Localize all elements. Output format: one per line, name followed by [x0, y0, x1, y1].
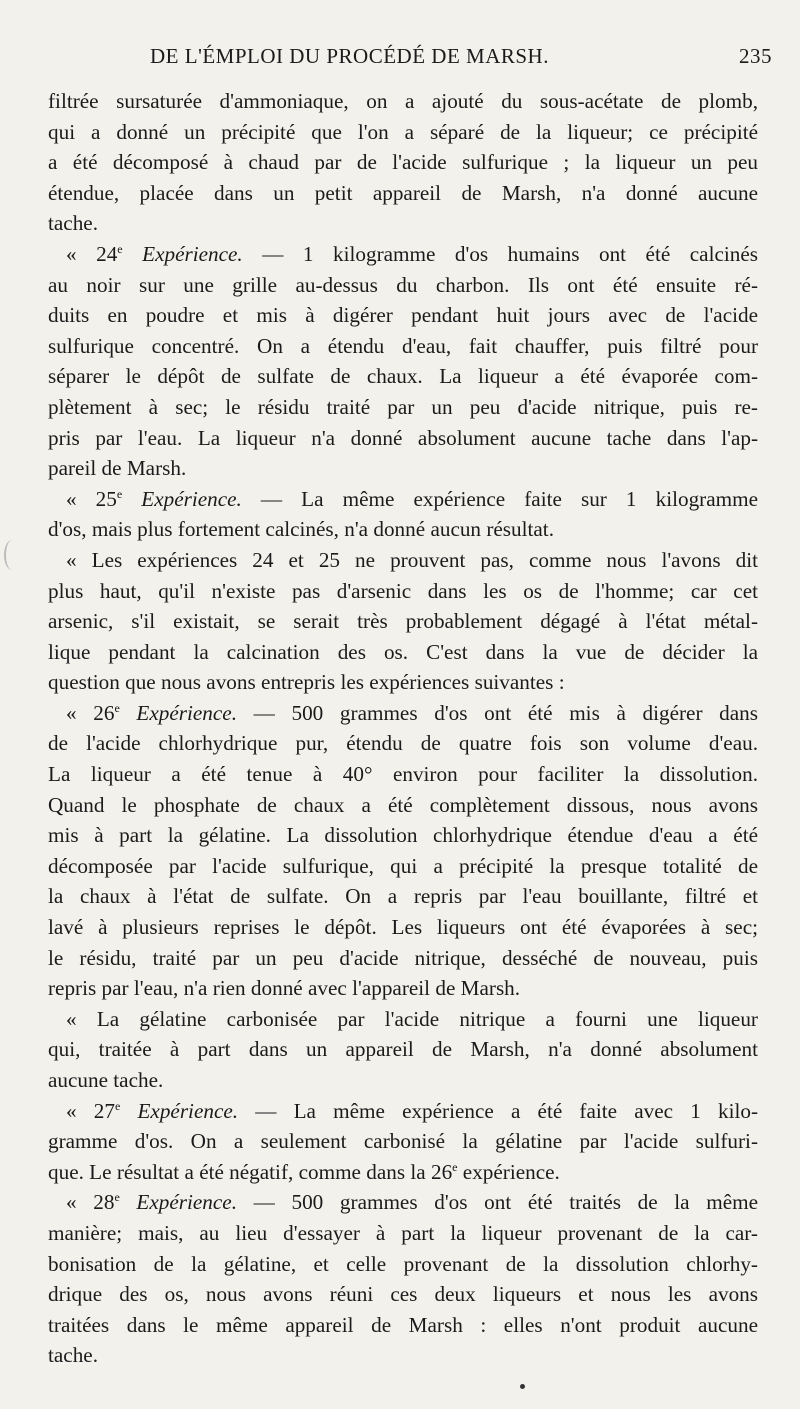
text-line	[48, 484, 758, 515]
line-lead: « 24	[66, 241, 118, 266]
ordinal-superscript: e	[114, 700, 120, 715]
text-line: duits en poudre et mis à digérer pendant huit jours avec de l'acide	[48, 303, 758, 328]
text-line: question que nous avons entrepris les expériences suivantes :	[48, 670, 565, 695]
text-line: tache.	[48, 211, 98, 236]
text-line: d'os, mais plus fortement calcinés, n'a donné aucun résultat.	[48, 517, 554, 542]
ordinal-superscript: e	[116, 486, 123, 501]
page-number: 235	[739, 44, 772, 68]
line-rest: — 500 grammes d'os ont été mis à digérer dans	[237, 700, 758, 725]
experience-label: Expérience.	[119, 700, 237, 725]
text-line: La liqueur a été tenue à 40° environ pour faciliter la dissolution.	[48, 762, 758, 787]
text-line: lavé à plusieurs reprises le dépôt. Les liqueurs ont été évaporées à sec;	[48, 915, 758, 940]
text-line: arsenic, s'il existait, se serait très probablement dégagé à l'état métal-	[48, 609, 758, 634]
text-line	[48, 239, 758, 270]
text-line: gramme d'os. On a seulement carbonisé la gélatine par l'acide sulfuri-	[48, 1129, 758, 1154]
text-line: a été décomposé à chaud par de l'acide sulfurique ; la liqueur un peu	[48, 150, 758, 175]
text-line: de l'acide chlorhydrique pur, étendu de quatre fois son volume d'eau.	[48, 731, 758, 756]
text-line: qui, traitée à part dans un appareil de Marsh, n'a donné absolument	[48, 1037, 758, 1062]
line-lead: « 26	[66, 700, 115, 725]
text-line: « La gélatine carbonisée par l'acide nitrique a fourni une liqueur	[66, 1006, 758, 1031]
text-line: plus haut, qu'il n'existe pas d'arsenic dans les os de l'homme; car cet	[48, 578, 758, 603]
line-lead: « 25	[66, 486, 117, 511]
text-line: mis à part la gélatine. La dissolution chlorhydrique étendue d'eau a été	[48, 823, 758, 848]
text-line: manière; mais, au lieu d'essayer à part la liqueur provenant de la car-	[48, 1220, 758, 1245]
line-rest: — La même expérience faite sur 1 kilogramme	[241, 486, 758, 511]
text-line: filtrée sursaturée d'ammoniaque, on a ajouté du sous-acétate de plomb,	[48, 89, 758, 113]
margin-mark	[4, 540, 20, 570]
text-line: pris par l'eau. La liqueur n'a donné absolument aucune tache dans l'ap-	[48, 425, 758, 450]
ink-dot	[520, 1384, 525, 1389]
page-header	[48, 44, 772, 74]
text-line: au noir sur une grille au-dessus du charbon. Ils ont été ensuite ré-	[48, 272, 758, 297]
text-line	[48, 1157, 758, 1188]
line-lead: « 28	[66, 1190, 115, 1215]
line-rest: expérience.	[457, 1159, 560, 1184]
text-line: bonisation de la gélatine, et celle provenant de la dissolution chlorhy-	[48, 1251, 758, 1276]
line-lead: « 27	[66, 1098, 115, 1123]
experience-label: Expérience.	[122, 241, 243, 266]
text-line	[48, 1187, 758, 1218]
experience-label: Expérience.	[122, 486, 242, 511]
text-line: qui a donné un précipité que l'on a séparé de la liqueur; ce précipité	[48, 119, 758, 144]
text-line: sulfurique concentré. On a étendu d'eau, fait chauffer, puis filtré pour	[48, 333, 758, 358]
text-line: repris par l'eau, n'a rien donné avec l'appareil de Marsh.	[48, 976, 521, 1001]
experience-label: Expérience.	[119, 1190, 237, 1215]
text-line	[48, 698, 758, 729]
text-line: décomposée par l'acide sulfurique, qui a précipité la presque totalité de	[48, 853, 758, 878]
text-line: le résidu, traité par un peu d'acide nitrique, desséché de nouveau, puis	[48, 945, 758, 970]
text-line: séparer le dépôt de sulfate de chaux. La liqueur a été évaporée com-	[48, 364, 758, 389]
text-line: plètement à sec; le résidu traité par un peu d'acide nitrique, puis re-	[48, 394, 758, 419]
line-lead: que. Le résultat a été négatif, comme dans la 26	[48, 1159, 453, 1184]
text-line: pareil de Marsh.	[48, 456, 187, 481]
ordinal-superscript: e	[117, 241, 123, 256]
line-rest: — La même expérience a été faite avec 1 kilo-	[238, 1098, 759, 1123]
text-line: « Les expériences 24 et 25 ne prouvent pas, comme nous l'avons dit	[66, 547, 758, 572]
experience-label: Expérience.	[120, 1098, 239, 1123]
ordinal-superscript: e	[114, 1098, 121, 1113]
text-line: tache.	[48, 1343, 98, 1368]
ordinal-superscript: e	[452, 1159, 458, 1174]
running-head: DE L'ÉMPLOI DU PROCÉDÉ DE MARSH.	[150, 44, 549, 68]
text-line	[48, 1096, 758, 1127]
text-line: lique pendant la calcination des os. C'est dans la vue de décider la	[48, 639, 758, 664]
text-line: aucune tache.	[48, 1068, 164, 1092]
line-rest: — 1 kilogramme d'os humains ont été calcinés	[242, 241, 758, 266]
body-text	[48, 86, 758, 1371]
text-line: Quand le phosphate de chaux a été complètement dissous, nous avons	[48, 792, 758, 817]
line-rest: — 500 grammes d'os ont été traités de la même	[237, 1190, 758, 1215]
text-line: étendue, placée dans un petit appareil de Marsh, n'a donné aucune	[48, 180, 758, 205]
text-line: drique des os, nous avons réuni ces deux liqueurs et nous les avons	[48, 1282, 758, 1307]
ordinal-superscript: e	[114, 1190, 120, 1205]
text-line: la chaux à l'état de sulfate. On a repris par l'eau bouillante, filtré et	[48, 884, 758, 909]
text-line: traitées dans le même appareil de Marsh : elles n'ont produit aucune	[48, 1312, 758, 1337]
